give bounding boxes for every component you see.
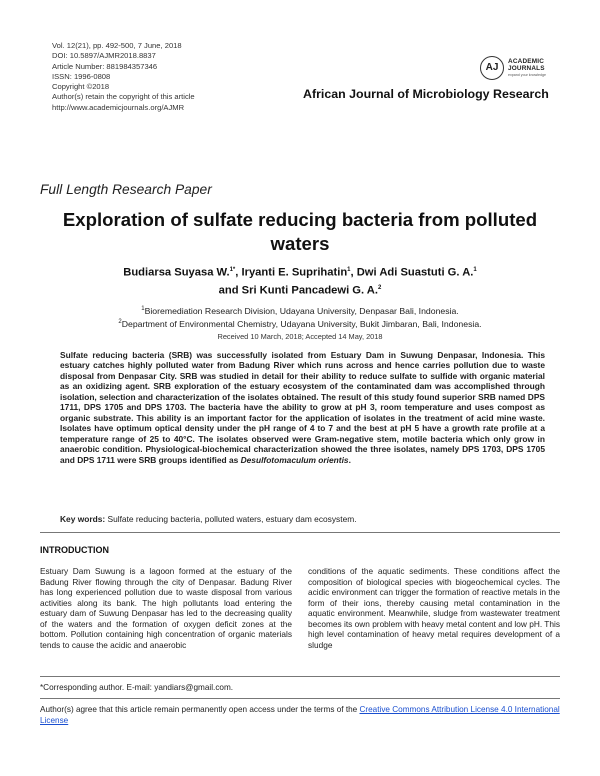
affiliation-1-sup: 1 bbox=[141, 306, 145, 312]
license-statement bbox=[40, 705, 560, 726]
affiliation-2-sup: 2 bbox=[118, 319, 122, 326]
footnote-divider bbox=[40, 676, 560, 677]
article-meta bbox=[52, 41, 195, 113]
article-title: Exploration of sulfate reducing bacteria from polluted waters bbox=[62, 209, 538, 254]
author-1-sup: 1* bbox=[229, 267, 236, 273]
meta-volume: Vol. 12(21), pp. 492-500, 7 June, 2018 bbox=[52, 41, 182, 50]
meta-copyright: Copyright ©2018 bbox=[52, 82, 110, 92]
logo-line1: ACADEMIC bbox=[508, 58, 545, 65]
meta-doi: DOI: 10.5897/AJMR2018.8837 bbox=[52, 51, 156, 61]
abstract-text: Sulfate reducing bacteria (SRB) was successfully isolated from Estuary Dam in Suwung Denpasar, Indonesia. This estuary catches highly polluted water from Badung River which runs across and hence carries pollution due to waste disposal from Denpasar City. SRB was studied in detail for their ability to reduce sulfate to sulfide with organic material as an oxidizing agent. SRB exploration of the estuary ecosystem of the contaminated dam was accomplished through isolation, selection and characterization of the isolates obtained. The result of this study found superior SRB named DPS 1711, DPS 1705 and DPS 1703. The bacteria have the ability to grow at pH 3, room temperature and uses compost as organic substrate. This ability is an important factor for the application of isolates in the treatment of acid mine waste. Isolates have optimum optical density under the pH range of 4 to 7 and the best at pH 5 have a growth rate profile at a temperature range of 25 to 40°C. The isolates observed were Gram-negative stem, motile bacteria which only grow in anaerobic condition. Physiological-biochemical characterization showed the three isolates, namely DPS 1703, DPS 1705 and DPS 1711 were SRB groups identified as bbox=[60, 350, 545, 465]
section-divider bbox=[40, 532, 560, 533]
license-text: Author(s) agree that this article remain permanently open access under the terms of the bbox=[40, 705, 360, 714]
author-4-sup: 2 bbox=[378, 284, 382, 291]
license-divider bbox=[40, 698, 560, 699]
abstract bbox=[60, 350, 545, 465]
received-dates: Received 10 March, 2018; Accepted 14 May, 2018 bbox=[217, 332, 383, 341]
meta-issn: ISSN: 1996-0808 bbox=[52, 71, 111, 81]
author-3: , Dwi Adi Suastuti G. A. bbox=[350, 266, 474, 279]
journal-name: African Journal of Microbiology Research bbox=[303, 87, 549, 101]
affiliations bbox=[40, 304, 560, 331]
affiliation-1: Bioremediation Research Division, Udayana University, Denpasar Bali, Indonesia. bbox=[144, 305, 459, 316]
logo-tagline: expand your knowledge bbox=[508, 73, 546, 77]
meta-url[interactable]: http://www.academicjournals.org/AJMR bbox=[52, 102, 185, 112]
keywords-label: Key words: bbox=[60, 514, 106, 524]
logo-mark: AJ bbox=[480, 56, 504, 80]
logo-line2: JOURNALS bbox=[508, 65, 545, 72]
author-2-sup: 1 bbox=[347, 267, 351, 273]
introduction-column-1: Estuary Dam Suwung is a lagoon formed at the estuary of the Badung River flowing through the city of Denpasar. Badung River has long experienced pollution due to waste disposal from various activities along its bank. The high pollutants load entering the estuary dam of Suwung Denpasar has led to the decreasing quality of the waters and the formation of oxygen deficit zones at the bottom. Pollution containing high concentration of organic materials tends to cause the acidic and anaerobic bbox=[40, 566, 292, 650]
introduction-heading: INTRODUCTION bbox=[40, 545, 109, 555]
keywords-text: Sulfate reducing bacteria, polluted waters, estuary dam ecosystem. bbox=[105, 514, 357, 524]
affiliation-2: Department of Environmental Chemistry, Udayana University, Bukit Jimbaran, Bali, Indonesia. bbox=[121, 319, 482, 330]
paper-type: Full Length Research Paper bbox=[40, 182, 212, 197]
license-link[interactable]: Creative Commons Attribution License 4.0 International License bbox=[40, 705, 560, 725]
author-1: Budiarsa Suyasa W. bbox=[123, 266, 230, 279]
meta-rights: Author(s) retain the copyright of this article bbox=[52, 92, 195, 102]
meta-article-number: Article Number: 881984357346 bbox=[52, 61, 158, 71]
abstract-end: . bbox=[348, 454, 351, 465]
corresponding-author: *Corresponding author. E-mail: yandiars@gmail.com. bbox=[40, 683, 234, 692]
author-3-sup: 1 bbox=[473, 267, 477, 273]
author-4: and Sri Kunti Pancadewi G. A. bbox=[218, 284, 378, 297]
introduction-column-2: conditions of the aquatic sediments. These conditions affect the composition of biological species with biogeochemical cycles. The acidic environment can trigger the formation of reactive metals in the form of their ions, thereby causing metal contamination in the aquatic environment. Meanwhile, sludge from wastewater treatment becomes its own problem with heavy metal content and low pH. This high level contamination of heavy metal requires development of a sludge bbox=[308, 566, 560, 650]
abstract-species: Desulfotomaculum orientis bbox=[240, 454, 349, 465]
academic-journals-logo bbox=[480, 56, 560, 82]
author-list bbox=[40, 263, 560, 298]
author-2: , Iryanti E. Suprihatin bbox=[235, 266, 348, 279]
keywords bbox=[60, 514, 357, 524]
